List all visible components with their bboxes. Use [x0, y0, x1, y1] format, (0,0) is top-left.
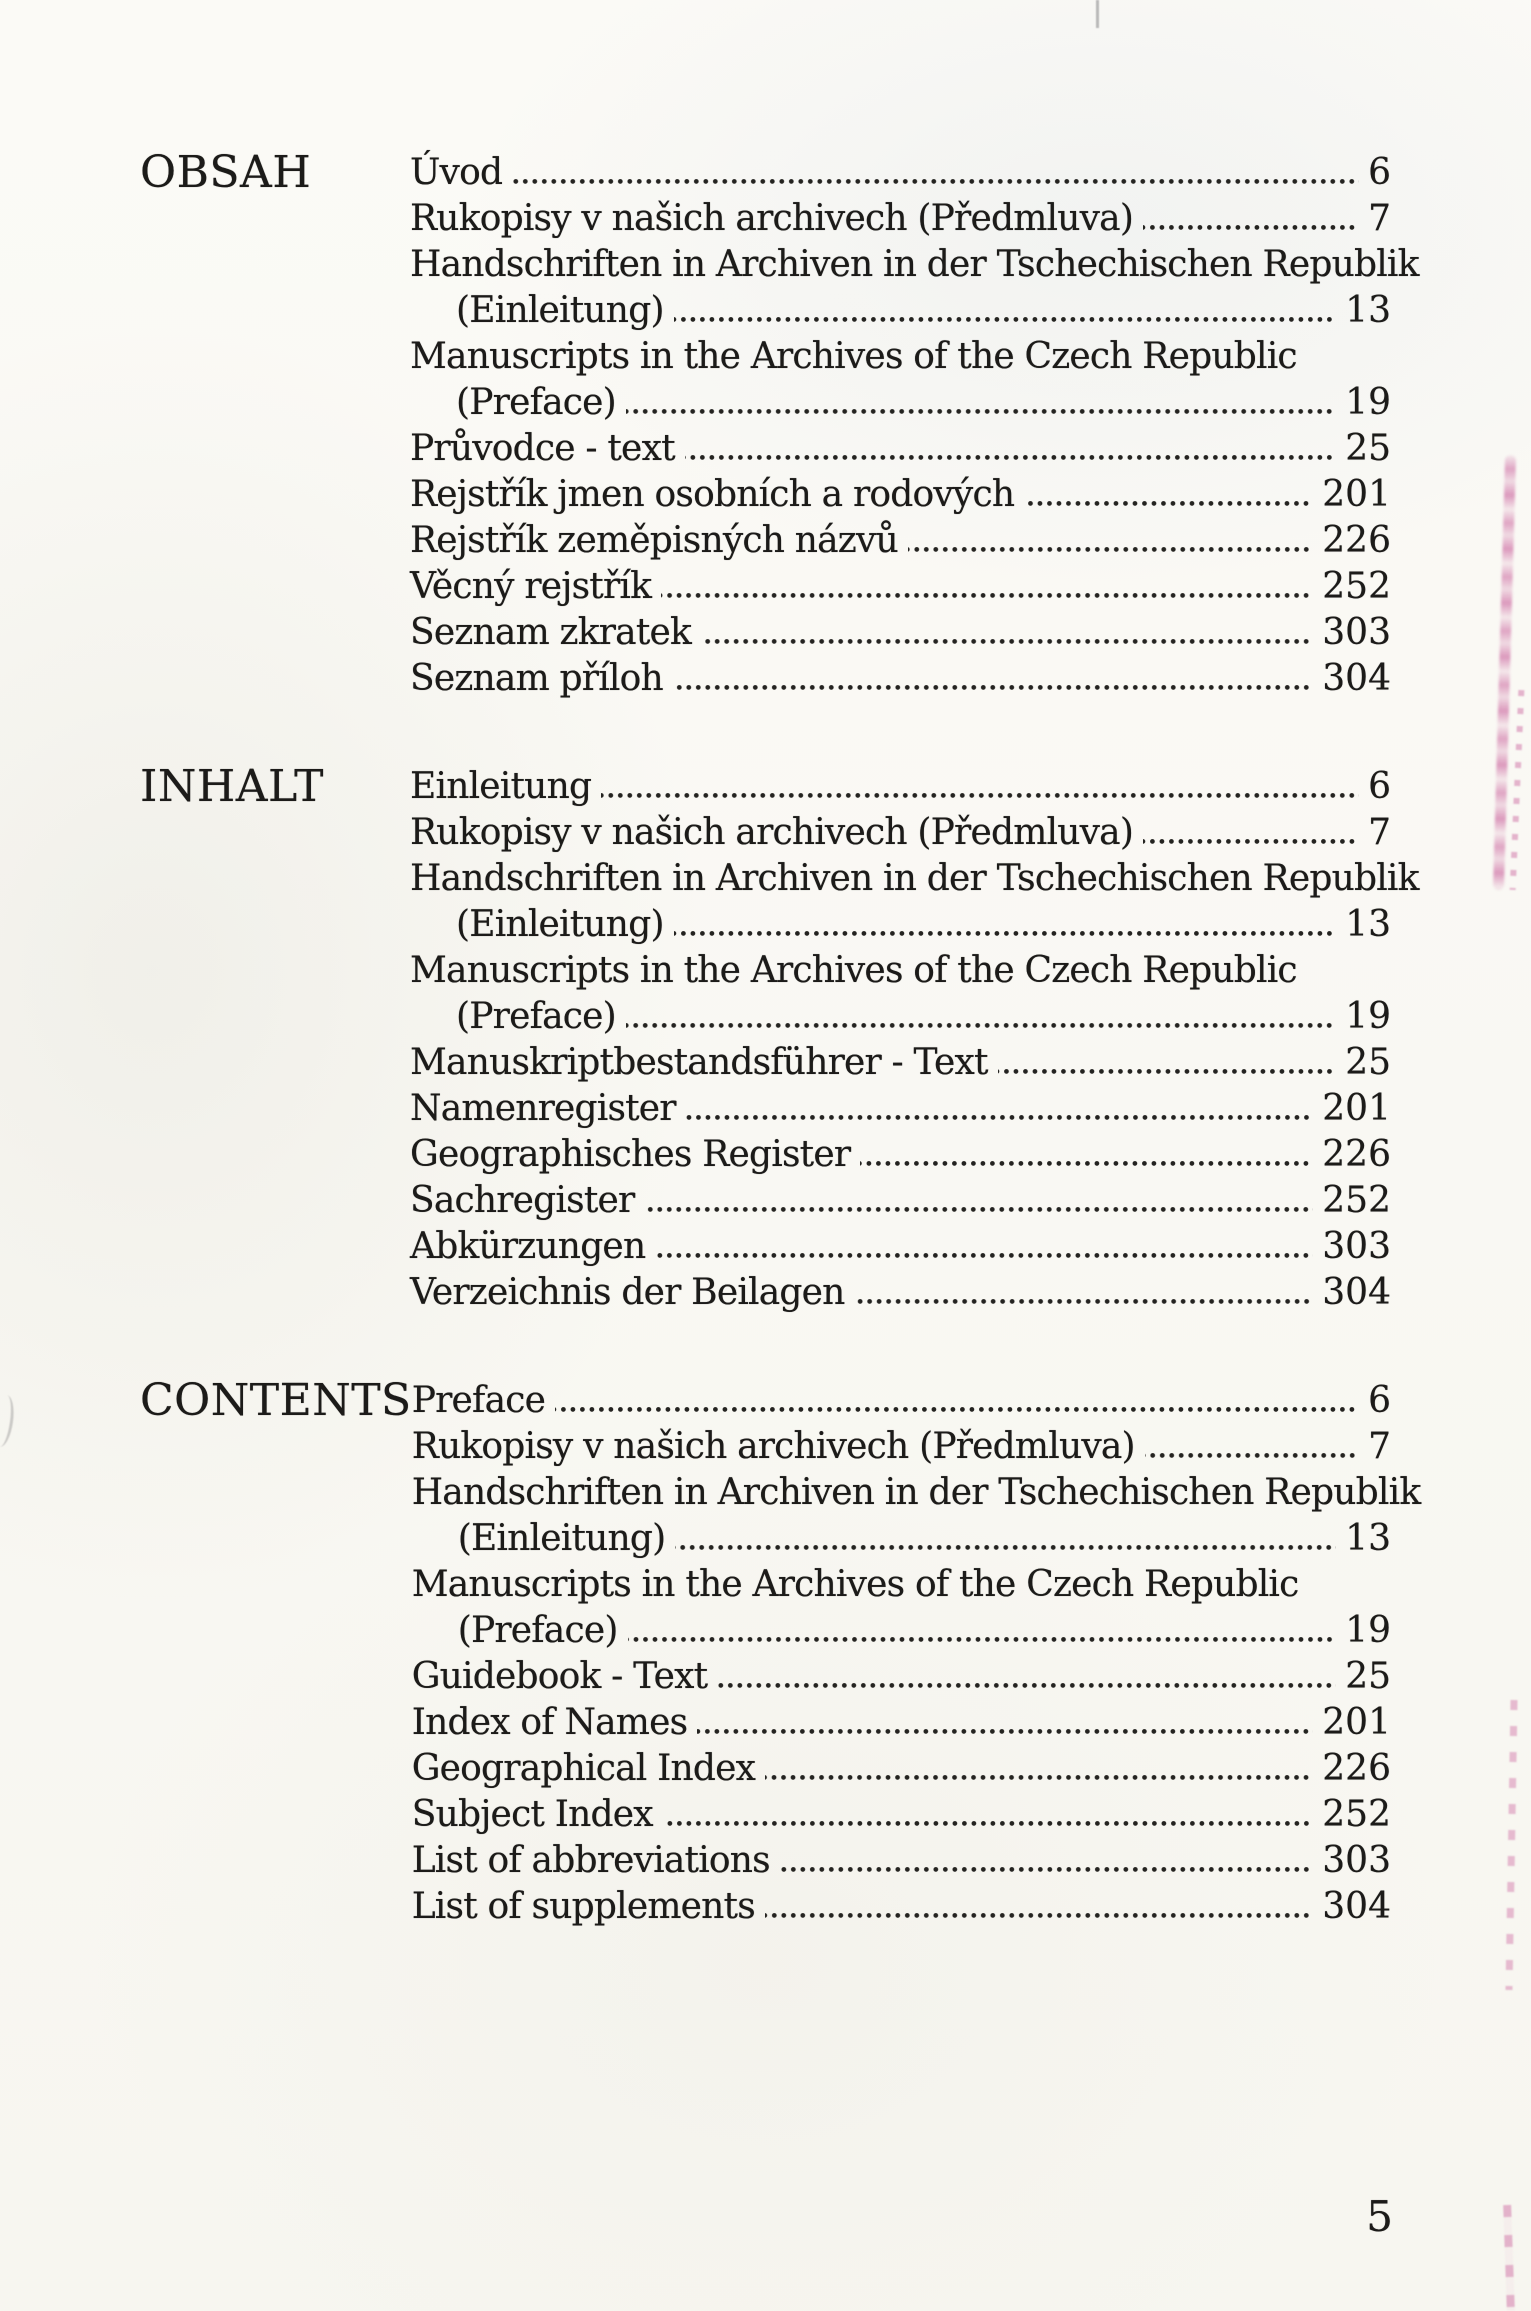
entry-page-number: 201: [1322, 474, 1391, 515]
entry-page-number: 6: [1368, 1380, 1391, 1421]
entry-title: Handschriften in Archiven in der Tschechischen Republik: [411, 1472, 1421, 1513]
entry-page-number: 304: [1322, 1272, 1391, 1313]
dot-leader: [1024, 501, 1313, 506]
section-label: CONTENTS: [140, 1375, 412, 1426]
dot-leader: [1143, 839, 1359, 844]
entry-page-number: 303: [1322, 1840, 1391, 1881]
entry-title: Manuscripts in the Archives of the Czech Republic: [410, 336, 1297, 377]
toc-entry: [410, 1040, 1391, 1086]
dot-leader: [860, 1161, 1313, 1166]
dot-leader: [697, 1729, 1313, 1734]
dot-leader: [644, 1207, 1313, 1212]
entry-page-number: 13: [1345, 1518, 1391, 1559]
entry-page-number: 13: [1345, 290, 1391, 331]
entry-title: Verzeichnis der Beilagen: [410, 1272, 845, 1313]
toc-section-inhalt: [140, 761, 1419, 1316]
dot-leader: [686, 1115, 1314, 1120]
entry-title: Rejstřík jmen osobních a rodových: [410, 474, 1015, 515]
toc-entry: [410, 426, 1391, 472]
toc-entry: [412, 1654, 1391, 1700]
entry-title: Manuscripts in the Archives of the Czech Republic: [410, 950, 1297, 991]
toc-entry: [410, 1178, 1391, 1224]
entry-title: List of abbreviations: [411, 1840, 770, 1881]
entry-title: Věcný rejstřík: [410, 566, 652, 607]
scan-artifact-pink-streak: [1510, 690, 1525, 890]
entry-page-number: 19: [1345, 996, 1391, 1037]
toc-entry: [410, 1086, 1391, 1132]
toc-entry: [411, 1470, 1421, 1516]
toc-entry: [410, 334, 1391, 380]
entry-page-number: 19: [1345, 382, 1391, 423]
dot-leader: [717, 1683, 1336, 1688]
dot-leader: [626, 409, 1336, 414]
toc-entry: [410, 472, 1391, 518]
entry-page-number: 6: [1368, 152, 1391, 193]
entry-page-number: 304: [1322, 1886, 1391, 1927]
entry-title: Subject Index: [411, 1794, 653, 1835]
toc-entry: [410, 948, 1391, 994]
entry-title: Manuskriptbestandsführer - Text: [410, 1042, 988, 1083]
scan-artifact-pink-streak: [1493, 455, 1516, 890]
entry-page-number: 304: [1322, 658, 1391, 699]
toc-entry: [412, 1884, 1391, 1930]
page-number: 5: [1366, 2192, 1393, 2241]
dot-leader: [601, 793, 1359, 798]
entry-page-number: 252: [1322, 1794, 1391, 1835]
toc-entry: [412, 1838, 1391, 1884]
entry-page-number: 13: [1345, 904, 1391, 945]
entry-title: (Preface): [456, 996, 616, 1037]
entry-title: Úvod: [410, 152, 503, 193]
entry-title: Průvodce - text: [410, 428, 675, 469]
dot-leader: [998, 1069, 1337, 1074]
dot-leader: [674, 317, 1337, 322]
dot-leader: [908, 547, 1313, 552]
entry-title: Rukopisy v našich archivech (Předmluva): [410, 812, 1134, 853]
toc-entry: [410, 288, 1391, 334]
scan-artifact-pink-streak: [1503, 2205, 1515, 2311]
entry-page-number: 6: [1368, 766, 1391, 807]
dot-leader: [673, 685, 1313, 690]
scan-artifact-left-edge-mark: [0, 1394, 17, 1448]
toc-section-contents: [140, 1375, 1421, 1930]
toc-entry: [412, 1424, 1391, 1470]
entry-title: Rukopisy v našich archivech (Předmluva): [411, 1426, 1135, 1467]
entry-page-number: 7: [1368, 198, 1391, 239]
entry-page-number: 226: [1322, 1748, 1391, 1789]
entry-title: Index of Names: [411, 1702, 688, 1743]
entry-title: Abkürzungen: [410, 1226, 646, 1267]
entry-list: [410, 150, 1419, 702]
toc-entry: [410, 1132, 1391, 1178]
dot-leader: [655, 1253, 1313, 1258]
entry-page-number: 226: [1322, 520, 1391, 561]
entry-title: Manuscripts in the Archives of the Czech Republic: [411, 1564, 1299, 1605]
entry-title: Guidebook - Text: [411, 1656, 708, 1697]
scan-artifact-top-tick: [1096, 0, 1099, 28]
entry-page-number: 25: [1345, 428, 1391, 469]
toc-entry: [410, 380, 1391, 426]
toc-entry: [410, 1224, 1391, 1270]
toc-entry: [412, 1746, 1391, 1792]
entry-title: (Preface): [456, 382, 616, 423]
dot-leader: [626, 1023, 1336, 1028]
entry-title: (Einleitung): [456, 904, 664, 945]
toc-entry: [412, 1608, 1391, 1654]
entry-page-number: 19: [1345, 1610, 1391, 1651]
entry-title: Seznam příloh: [410, 658, 663, 699]
entry-title: Geographical Index: [411, 1748, 756, 1789]
dot-leader: [1143, 225, 1359, 230]
toc-entry: [410, 994, 1391, 1040]
dot-leader: [1145, 1453, 1359, 1458]
entry-title: (Preface): [457, 1610, 618, 1651]
entry-list: [410, 764, 1419, 1316]
dot-leader: [780, 1867, 1313, 1872]
entry-page-number: 252: [1322, 566, 1391, 607]
entry-title: Preface: [411, 1380, 546, 1421]
entry-page-number: 226: [1322, 1134, 1391, 1175]
dot-leader: [675, 1545, 1336, 1550]
entry-page-number: 25: [1345, 1656, 1391, 1697]
dot-leader: [855, 1299, 1314, 1304]
toc-entry: [410, 150, 1391, 196]
toc-entry: [410, 856, 1419, 902]
entry-page-number: 303: [1322, 612, 1391, 653]
dot-leader: [663, 1821, 1313, 1826]
toc-entry: [412, 1378, 1391, 1424]
entry-title: Einleitung: [410, 766, 592, 807]
toc-entry: [410, 902, 1391, 948]
entry-list: [411, 1378, 1421, 1930]
entry-title: (Einleitung): [457, 1518, 666, 1559]
toc-entry: [410, 1270, 1391, 1316]
toc-entry: [412, 1516, 1391, 1562]
toc-entry: [412, 1792, 1391, 1838]
entry-title: Seznam zkratek: [410, 612, 692, 653]
toc-entry: [410, 810, 1391, 856]
entry-title: (Einleitung): [456, 290, 664, 331]
entry-title: List of supplements: [411, 1886, 755, 1927]
entry-page-number: 303: [1322, 1226, 1391, 1267]
entry-page-number: 252: [1322, 1180, 1391, 1221]
entry-page-number: 25: [1345, 1042, 1391, 1083]
toc-entry: [410, 564, 1391, 610]
toc-entry: [410, 764, 1391, 810]
toc-entry: [410, 518, 1391, 564]
section-label: OBSAH: [140, 147, 312, 198]
toc-entry: [412, 1562, 1391, 1608]
toc-entry: [410, 610, 1391, 656]
dot-leader: [628, 1637, 1337, 1642]
entry-page-number: 201: [1322, 1088, 1391, 1129]
toc-entry: [412, 1700, 1391, 1746]
section-label: INHALT: [140, 761, 325, 812]
dot-leader: [685, 455, 1336, 460]
entry-title: Handschriften in Archiven in der Tschechischen Republik: [410, 858, 1419, 899]
entry-page-number: 7: [1368, 1426, 1391, 1467]
entry-title: Namenregister: [410, 1088, 676, 1129]
dot-leader: [661, 593, 1313, 598]
scan-artifact-pink-streak: [1505, 1700, 1517, 1990]
dot-leader: [555, 1407, 1359, 1412]
dot-leader: [701, 639, 1313, 644]
table-of-contents: [140, 147, 1421, 1930]
entry-title: Rejstřík zeměpisných názvů: [410, 520, 898, 561]
toc-section-obsah: [140, 147, 1419, 702]
dot-leader: [765, 1775, 1313, 1780]
toc-entry: [410, 656, 1391, 702]
toc-entry: [410, 196, 1391, 242]
entry-title: Sachregister: [410, 1180, 635, 1221]
dot-leader: [765, 1913, 1313, 1918]
entry-title: Geographisches Register: [410, 1134, 851, 1175]
entry-title: Handschriften in Archiven in der Tschechischen Republik: [410, 244, 1419, 285]
toc-entry: [410, 242, 1419, 288]
entry-page-number: 201: [1322, 1702, 1391, 1743]
entry-title: Rukopisy v našich archivech (Předmluva): [410, 198, 1134, 239]
dot-leader: [674, 931, 1337, 936]
dot-leader: [512, 179, 1359, 184]
entry-page-number: 7: [1368, 812, 1391, 853]
